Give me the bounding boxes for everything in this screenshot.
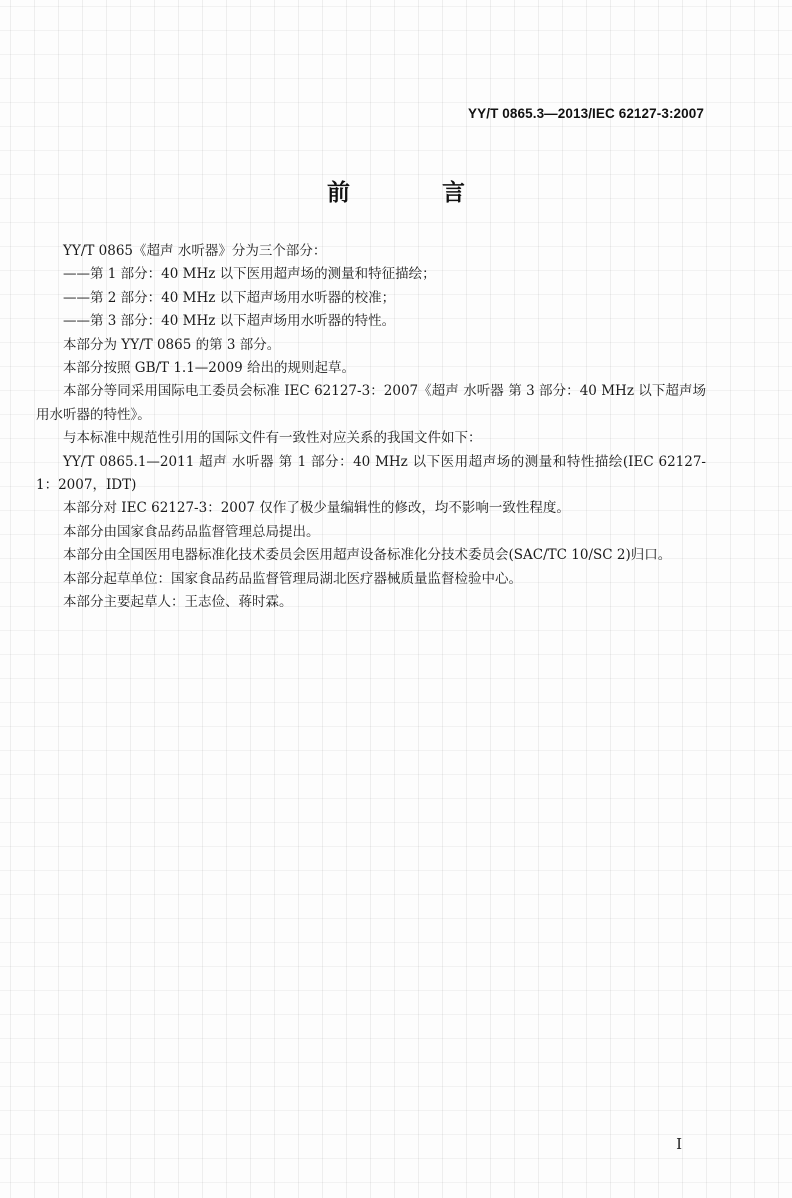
section-title: 前 言 <box>326 179 507 206</box>
foreword-body <box>36 240 706 615</box>
paragraph-this-part: 本部分为 YY/T 0865 的第 3 部分。 <box>63 336 281 353</box>
paragraph-centralized-by: 本部分由全国医用电器标准化技术委员会医用超声设备标准化分技术委员会(SAC/TC 10/SC 2)归口。 <box>63 547 672 564</box>
paragraph-drafting-rules: 本部分按照 GB/T 1.1—2009 给出的规则起草。 <box>63 360 355 377</box>
paragraph-identical-adoption: 本部分等同采用国际电工委员会标准 IEC 62127-3：2007《超声 水听器 第 3 部分：40 MHz 以下超声场用水听器的特性》。 <box>36 383 706 423</box>
list-item-part-1: ——第 1 部分：40 MHz 以下医用超声场的测量和特征描绘； <box>63 266 436 283</box>
paragraph-editorial-changes: 本部分对 IEC 62127-3：2007 仅作了极少量编辑性的修改，均不影响一致性程度。 <box>63 500 570 517</box>
paragraph-proposed-by: 本部分由国家食品药品监督管理总局提出。 <box>63 523 320 540</box>
list-item-part-3: ——第 3 部分：40 MHz 以下超声场用水听器的特性。 <box>63 313 396 330</box>
paragraph-parts-intro: YY/T 0865《超声 水听器》分为三个部分： <box>63 243 327 259</box>
paragraph-corresponding-standard: YY/T 0865.1—2011 超声 水听器 第 1 部分：40 MHz 以下医用超声场的测量和特性描绘(IEC 62127-1：2007，IDT) <box>36 453 706 494</box>
paragraph-drafters: 本部分主要起草人：王志俭、蒋时霖。 <box>63 594 293 611</box>
list-item-part-2: ——第 2 部分：40 MHz 以下超声场用水听器的校准； <box>63 289 396 306</box>
page-number: I <box>676 1135 682 1153</box>
paragraph-correspondence-intro: 与本标准中规范性引用的国际文件有一致性对应关系的我国文件如下： <box>63 430 482 447</box>
standard-number-header: YY/T 0865.3—2013/IEC 62127-3:2007 <box>468 106 704 121</box>
paragraph-drafting-unit: 本部分起草单位：国家食品药品监督管理局湖北医疗器械质量监督检验中心。 <box>63 570 522 587</box>
